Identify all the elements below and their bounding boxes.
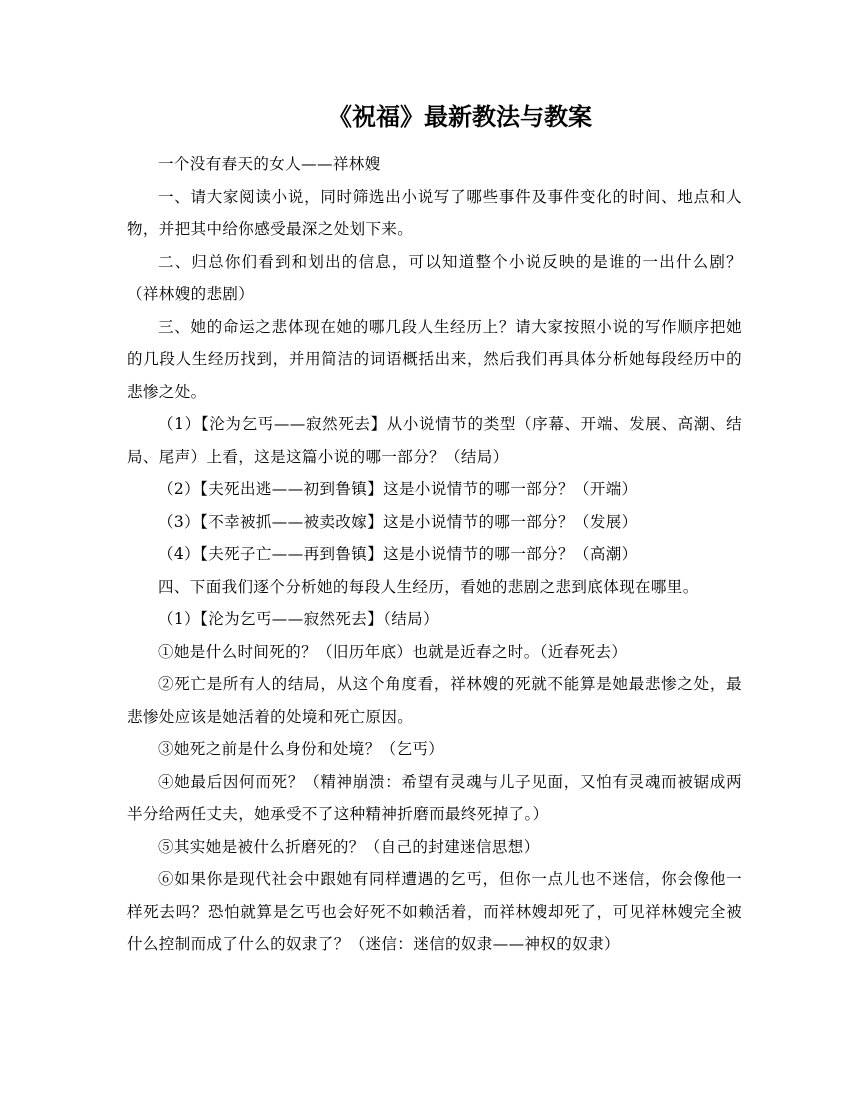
paragraph: （1）【沦为乞丐——寂然死去】（结局） xyxy=(158,610,439,628)
paragraph: 四、下面我们逐个分析她的每段人生经历，看她的悲剧之悲到底体现在哪里。 xyxy=(158,577,699,596)
paragraph: （1）【沦为乞丐——寂然死去】从小说情节的类型（序幕、开端、发展、高潮、结局、尾声）上看，这是这篇小说的哪一部分？（结局） xyxy=(127,415,742,466)
document-title: 《祝福》最新教法与教案 xyxy=(328,102,592,131)
paragraph: （2）【夫死出逃——初到鲁镇】这是小说情节的哪一部分？（开端） xyxy=(158,480,638,498)
paragraph: 三、她的命运之悲体现在她的哪几段人生经历上？请大家按照小说的写作顺序把她的几段人生经历找到，并用简洁的词语概括出来，然后我们再具体分析她每段经历中的悲惨之处。 xyxy=(127,317,742,401)
paragraph: ④她最后因何而死？（精神崩溃：希望有灵魂与儿子见面，又怕有灵魂而被锯成两半分给两任丈夫，她承受不了这种精神折磨而最终死掉了。） xyxy=(127,772,742,823)
paragraph: 二、归总你们看到和划出的信息，可以知道整个小说反映的是谁的一出什么剧？（祥林嫂的悲剧） xyxy=(127,252,742,303)
document-body xyxy=(127,148,742,961)
paragraph: 一个没有春天的女人——祥林嫂 xyxy=(158,155,381,173)
paragraph: ①她是什么时间死的？（旧历年底）也就是近春之时。（近春死去） xyxy=(158,642,628,661)
paragraph: ③她死之前是什么身份和处境？（乞丐） xyxy=(158,740,445,758)
paragraph: （3）【不幸被抓——被卖改嫁】这是小说情节的哪一部分？（发展） xyxy=(158,512,638,531)
paragraph: ②死亡是所有人的结局，从这个角度看，祥林嫂的死就不能算是她最悲惨之处，最悲惨处应该是她活着的处境和死亡原因。 xyxy=(127,675,742,726)
paragraph: ⑥如果你是现代社会中跟她有同样遭遇的乞丐，但你一点儿也不迷信，你会像他一样死去吗？恐怕就算是乞丐也会好死不如赖活着，而祥林嫂却死了，可见祥林嫂完全被什么控制而成了什么的奴隶了？（迷信：迷信的奴隶——神权的奴隶） xyxy=(127,870,742,953)
paragraph: 一、请大家阅读小说，同时筛选出小说写了哪些事件及事件变化的时间、地点和人物，并把其中给你感受最深之处划下来。 xyxy=(127,187,742,238)
paragraph: ⑤其实她是被什么折磨死的？（自己的封建迷信思想） xyxy=(158,837,540,856)
paragraph: （4）【夫死子亡——再到鲁镇】这是小说情节的哪一部分？（高潮） xyxy=(158,545,638,563)
